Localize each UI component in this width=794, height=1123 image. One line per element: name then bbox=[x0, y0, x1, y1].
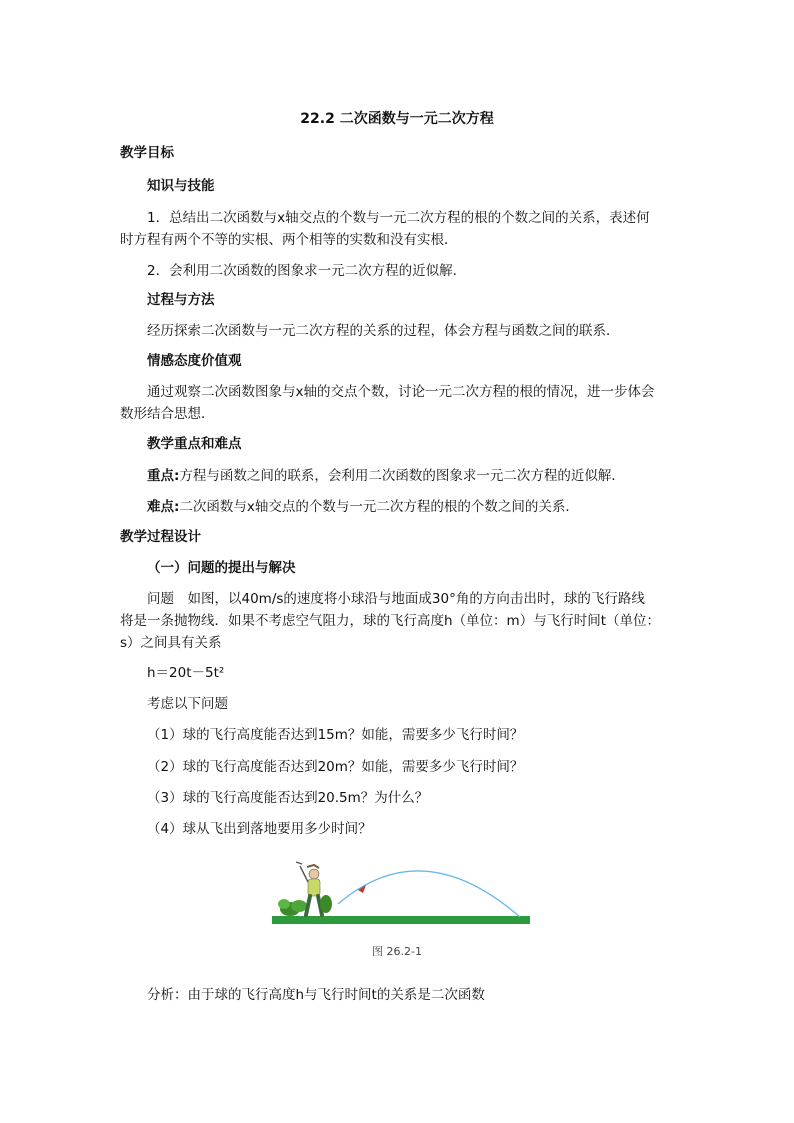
ball-trajectory-arc bbox=[338, 871, 520, 917]
key-point-label: 重点: bbox=[147, 468, 180, 484]
attitude-text-line-1: 通过观察二次函数图象与x轴的交点个数，讨论一元二次方程的根的情况，进一步体会 bbox=[147, 384, 655, 400]
problem-line-2: 将是一条抛物线．如果不考虑空气阻力，球的飞行高度h（单位：m）与飞行时间t（单位： bbox=[120, 613, 660, 629]
key-difficult-heading: 教学重点和难点 bbox=[147, 436, 242, 452]
knowledge-item-2: 2．会利用二次函数的图象求一元二次方程的近似解． bbox=[147, 263, 467, 279]
analysis-text: 分析：由于球的飞行高度h与飞行时间t的关系是二次函数 bbox=[147, 987, 485, 1003]
knowledge-item-1-line-2: 时方程有两个不等的实根、两个相等的实数和没有实根． bbox=[120, 232, 458, 248]
bush-icon bbox=[278, 899, 307, 916]
height-formula: h＝20t－5t² bbox=[147, 665, 225, 681]
teaching-design-heading: 教学过程设计 bbox=[120, 529, 201, 545]
difficult-point-text: 二次函数与x轴交点的个数与一元二次方程的根的个数之间的关系． bbox=[179, 499, 579, 515]
figure-caption: 图 26.2-1 bbox=[372, 945, 422, 958]
consider-text: 考虑以下问题 bbox=[147, 696, 228, 712]
attitude-text-line-2: 数形结合思想． bbox=[120, 406, 215, 422]
question-4: （4）球从飞出到落地要用多少时间？ bbox=[147, 821, 372, 837]
part-1-heading: （一）问题的提出与解决 bbox=[147, 560, 296, 576]
problem-line-3: s）之间具有关系 bbox=[120, 635, 222, 651]
question-1: （1）球的飞行高度能否达到15m？如能，需要多少飞行时间？ bbox=[147, 727, 524, 743]
attitude-heading: 情感态度价值观 bbox=[147, 353, 242, 369]
difficult-point bbox=[147, 495, 579, 515]
page-title: 22.2 二次函数与一元二次方程 bbox=[300, 111, 494, 127]
golf-trajectory-figure bbox=[272, 860, 530, 930]
teaching-goals-heading: 教学目标 bbox=[120, 145, 174, 161]
difficult-point-label: 难点: bbox=[147, 499, 180, 515]
process-method-heading: 过程与方法 bbox=[147, 292, 215, 308]
question-3: （3）球的飞行高度能否达到20.5m？为什么？ bbox=[147, 790, 429, 806]
problem-line-1: 问题 如图，以40m/s的速度将小球沿与地面成30°角的方向击出时，球的飞行路线 bbox=[147, 591, 645, 607]
knowledge-skills-heading: 知识与技能 bbox=[147, 178, 215, 194]
key-point bbox=[147, 464, 625, 484]
knowledge-item-1-line-1: 1．总结出二次函数与x轴交点的个数与一元二次方程的根的个数之间的关系，表述何 bbox=[147, 210, 650, 226]
ground-strip bbox=[272, 916, 530, 924]
key-point-text: 方程与函数之间的联系，会利用二次函数的图象求一元二次方程的近似解． bbox=[179, 468, 625, 484]
process-method-text: 经历探索二次函数与一元二次方程的关系的过程，体会方程与函数之间的联系． bbox=[147, 323, 620, 339]
question-2: （2）球的飞行高度能否达到20m？如能，需要多少飞行时间？ bbox=[147, 759, 524, 775]
